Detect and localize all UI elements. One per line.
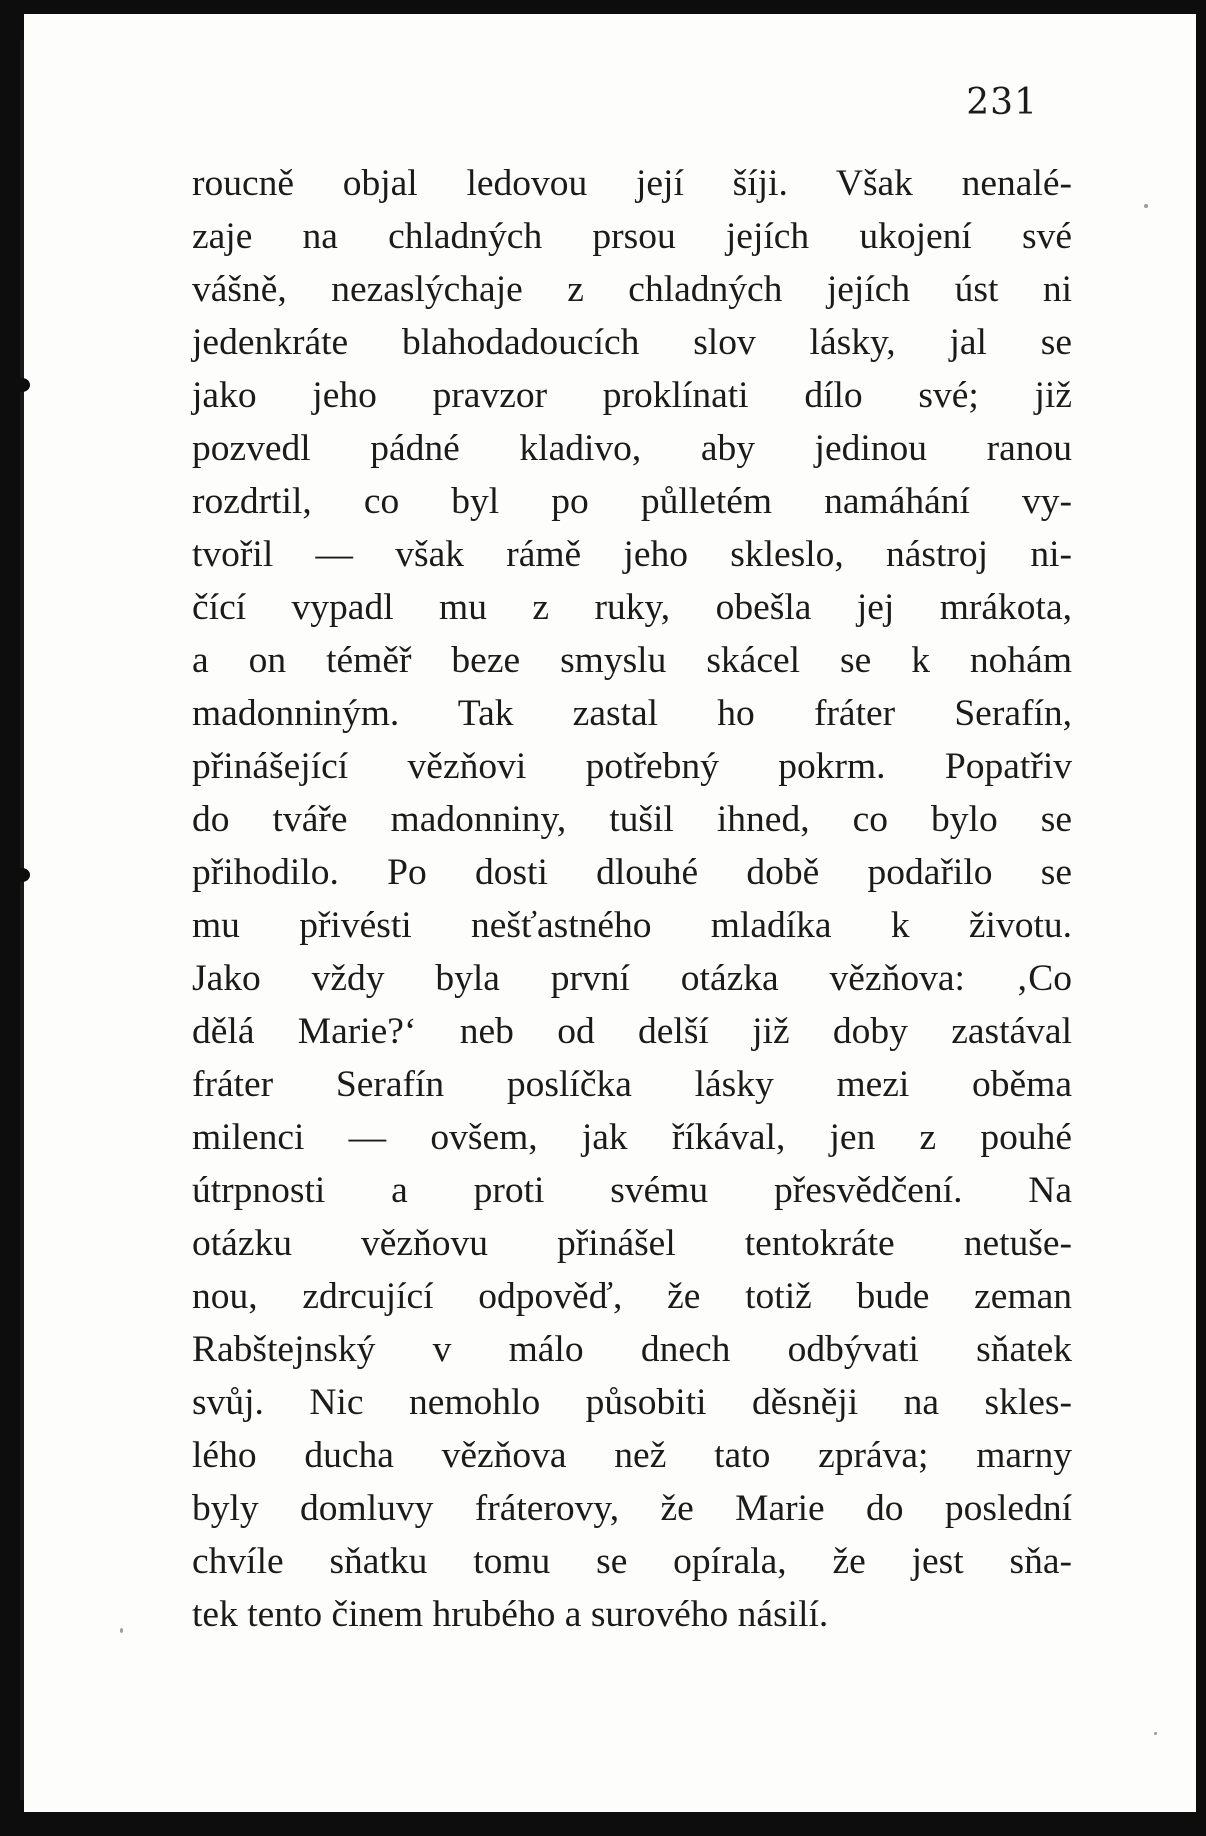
text-line: Rabštejnský v málo dnech odbývati sňatek [192, 1329, 1072, 1370]
text-line: fráter Serafín poslíčka lásky mezi oběma [192, 1064, 1072, 1105]
text-line: jako jeho pravzor proklínati dílo své; již [192, 375, 1072, 416]
book-page [24, 14, 1196, 1812]
text-line: rozdrtil, co byl po půlletém namáhání vy- [192, 481, 1072, 522]
text-line: madonniným. Tak zastal ho fráter Serafín, [192, 693, 1072, 734]
text-line: milenci — ovšem, jak říkával, jen z pouhé [192, 1117, 1072, 1158]
text-line: chvíle sňatku tomu se opírala, že jest sňa- [192, 1541, 1072, 1582]
text-line: přihodilo. Po dosti dlouhé době podařilo se [192, 852, 1072, 893]
paper-speck [1154, 1732, 1157, 1735]
text-line: svůj. Nic nemohlo působiti děsněji na skles- [192, 1382, 1072, 1423]
spine-mark [14, 378, 30, 392]
text-line: útrpnosti a proti svému přesvědčení. Na [192, 1170, 1072, 1211]
spine-mark [14, 868, 30, 882]
text-line: a on téměř beze smyslu skácel se k nohám [192, 640, 1072, 681]
text-line: čící vypadl mu z ruky, obešla jej mrákota, [192, 587, 1072, 628]
text-line: přinášející vězňovi potřebný pokrm. Popatřiv [192, 746, 1072, 787]
text-line: zaje na chladných prsou jejích ukojení své [192, 216, 1072, 257]
text-line: jedenkráte blahodadoucích slov lásky, jal se [192, 322, 1072, 363]
paper-speck [120, 1628, 123, 1633]
text-line: pozvedl pádné kladivo, aby jedinou ranou [192, 428, 1072, 469]
body-text [192, 157, 1072, 1641]
text-line: roucně objal ledovou její šíji. Však nenalé- [192, 163, 1072, 204]
text-line: byly domluvy fráterovy, že Marie do poslední [192, 1488, 1072, 1529]
text-line: nou, zdrcující odpověď, že totiž bude zeman [192, 1276, 1072, 1317]
text-line: Jako vždy byla první otázka vězňova: ‚Co [192, 958, 1072, 999]
text-line: lého ducha vězňova než tato zpráva; marny [192, 1435, 1072, 1476]
page-number: 231 [966, 82, 1038, 123]
text-line: do tváře madonniny, tušil ihned, co bylo se [192, 799, 1072, 840]
text-line: tvořil — však rámě jeho skleslo, nástroj ni- [192, 534, 1072, 575]
text-line: vášně, nezaslýchaje z chladných jejích úst ni [192, 269, 1072, 310]
text-line: otázku vězňovu přinášel tentokráte netuše- [192, 1223, 1072, 1264]
text-line: mu přivésti nešťastného mladíka k životu. [192, 905, 1072, 946]
paper-speck [1144, 204, 1148, 208]
text-line: tek tento činem hrubého a surového násilí. [192, 1594, 829, 1635]
text-line: dělá Marie?‘ neb od delší již doby zastával [192, 1011, 1072, 1052]
